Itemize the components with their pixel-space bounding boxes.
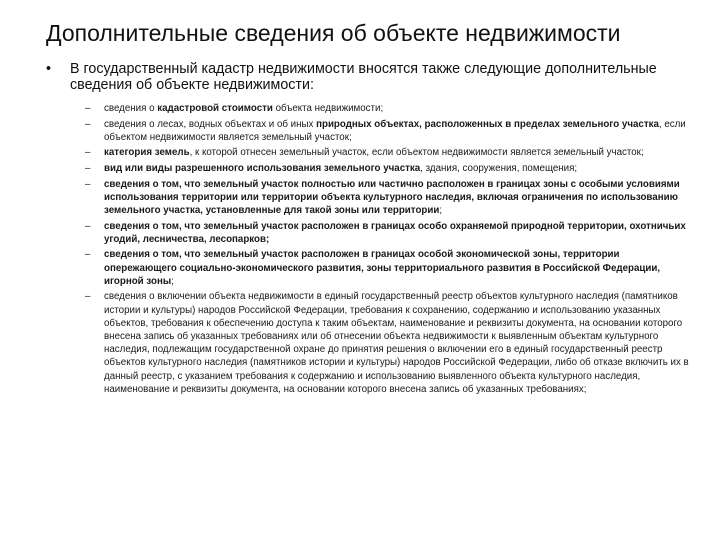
dash-marker: – [85, 249, 91, 261]
sub-bullet-list [80, 102, 692, 398]
main-bullet-text: В государственный кадастр недвижимости вносятся также следующие дополнительные сведения об объекте недвижимости: [70, 61, 657, 93]
item-text: , если объектом недвижимости является земельный участок; [104, 118, 686, 143]
dash-marker: – [85, 291, 91, 303]
bold-text: сведения о том, что земельный участок расположен в границах особой экономической зоны, территории опережающего социально-экономического развития, зоны территориального развития в Российской Федерации, игорной зоны [104, 249, 661, 287]
sub-bullet-item [80, 248, 692, 288]
sub-bullet-item [80, 162, 692, 175]
item-text: ; [439, 204, 443, 216]
item-text: сведения о лесах, водных объектах и об иных [104, 118, 317, 130]
dash-marker: – [85, 147, 91, 159]
dash-marker: – [85, 103, 91, 114]
dash-marker: – [85, 220, 91, 232]
sub-bullet-item [80, 290, 692, 396]
bold-text: сведения о том, что земельный участок расположен в границах особо охраняемой природной территории, охотничьих угодий, лесничества, лесопарков; [104, 220, 686, 245]
item-text: сведения о [104, 103, 158, 114]
sub-bullet-item [80, 102, 692, 115]
bold-text: сведения о том, что земельный участок полностью или частично расположен в границах зоны с особыми условиями использования территории или территории объекта культурного наследия, включая ограничения по использованию земельного участка, установленные для такой зоны или территории [104, 178, 680, 216]
slide-title: Дополнительные сведения об объекте недвижимости [46, 20, 621, 46]
bullet-marker: • [46, 61, 52, 77]
item-text: , к которой отнесен земельный участок, если объектом недвижимости является земельный участок; [189, 147, 644, 159]
item-text: объекта недвижимости; [272, 103, 384, 114]
sub-bullet-item [80, 178, 692, 218]
bold-text: вид или виды разрешенного использования земельного участка [104, 162, 421, 174]
dash-marker: – [85, 118, 91, 130]
bold-text: кадастровой стоимости [157, 103, 273, 114]
sub-bullet-item [80, 118, 692, 144]
bold-text: природных объектах, расположенных в пределах земельного участка [316, 118, 659, 130]
item-text: сведения о включении объекта недвижимости в единый государственный реестр объектов культурного наследия (памятников истории и культуры) народов Российской Федерации, требования к сохранению, содержанию и использованию указанных объектов, требования к обеспечению доступа к таким объектам, наименование и реквизиты документа, на основании которого внесена запись об указанных требованиях или об отнесении объекта недвижимости к выявленным объектам культурного наследия, подлежащим государственной охране до принятия решения о включении его в единый государственный реестр объектов культурного наследия (памятников истории и культуры) народов Российской Федерации, либо об отказе включить их в данный реестр, с указанием требования к содержанию и использованию выявленного объекта культурного наследия, наименование и реквизиты документа, на основании которого внесена запись об указанных требованиях; [104, 291, 689, 395]
sub-bullet-item [80, 146, 692, 159]
sub-bullet-item [80, 220, 692, 246]
bold-text: категория земель [104, 147, 190, 159]
item-text: ; [171, 275, 174, 287]
main-bullet-point [46, 61, 686, 93]
item-text: , здания, сооружения, помещения; [420, 162, 578, 174]
dash-marker: – [85, 162, 91, 174]
dash-marker: – [85, 178, 91, 190]
